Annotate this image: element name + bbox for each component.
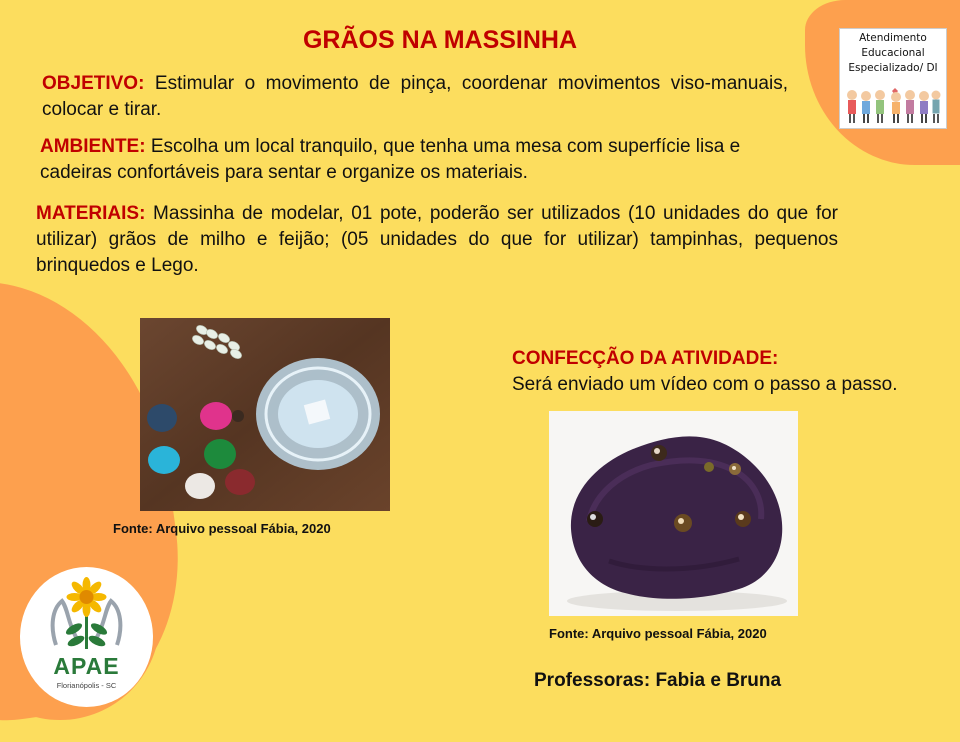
confeccao-section (512, 346, 952, 398)
photo-caption-2: Fonte: Arquivo pessoal Fábia, 2020 (549, 626, 767, 641)
aee-badge (839, 28, 947, 129)
apae-logo-emblem (20, 567, 153, 657)
materiais-label: MATERIAIS: (36, 203, 146, 224)
aee-badge-text (840, 31, 946, 76)
confeccao-text: Será enviado um vídeo com o passo a passo. (512, 374, 898, 395)
apae-logo-name: APAE (53, 653, 120, 679)
materials-photo (140, 318, 390, 511)
materials-photo-drawing (140, 318, 390, 511)
aee-badge-line2: Educacional (861, 47, 925, 59)
ambiente-text: Escolha um local tranquilo, que tenha uma mesa com superfície lisa e cadeiras confortáveis para sentar e organize os materiais. (40, 136, 741, 183)
materiais-text: Massinha de modelar, 01 pote, poderão ser utilizados (10 unidades do que for utilizar) grãos de milho e feijão; (05 unidades do que for utilizar) tampinhas, pequenos brinquedos e Lego. (36, 203, 839, 276)
professoras-credit: Professoras: Fabia e Bruna (534, 670, 782, 691)
apae-logo-city: Florianópolis - SC (56, 681, 117, 690)
materiais-paragraph (36, 201, 838, 279)
aee-badge-line3: Especializado/ DI (848, 62, 938, 74)
objetivo-label: OBJETIVO: (42, 73, 145, 94)
confeccao-label: CONFECÇÃO DA ATIVIDADE: (512, 348, 779, 369)
children-illustration (844, 87, 942, 125)
aee-badge-line1: Atendimento (859, 32, 927, 44)
objetivo-paragraph (42, 71, 788, 123)
photo-caption-1: Fonte: Arquivo pessoal Fábia, 2020 (113, 521, 331, 536)
objetivo-text: Estimular o movimento de pinça, coordenar movimentos viso-manuais, colocar e tirar. (42, 73, 788, 120)
page-title: GRÃOS NA MASSINHA (302, 26, 578, 54)
ambiente-paragraph (40, 134, 785, 186)
dough-result-photo (549, 411, 798, 616)
dough-result-photo-drawing (549, 411, 798, 616)
ambiente-label: AMBIENTE: (40, 136, 146, 157)
apae-logo (20, 567, 153, 707)
